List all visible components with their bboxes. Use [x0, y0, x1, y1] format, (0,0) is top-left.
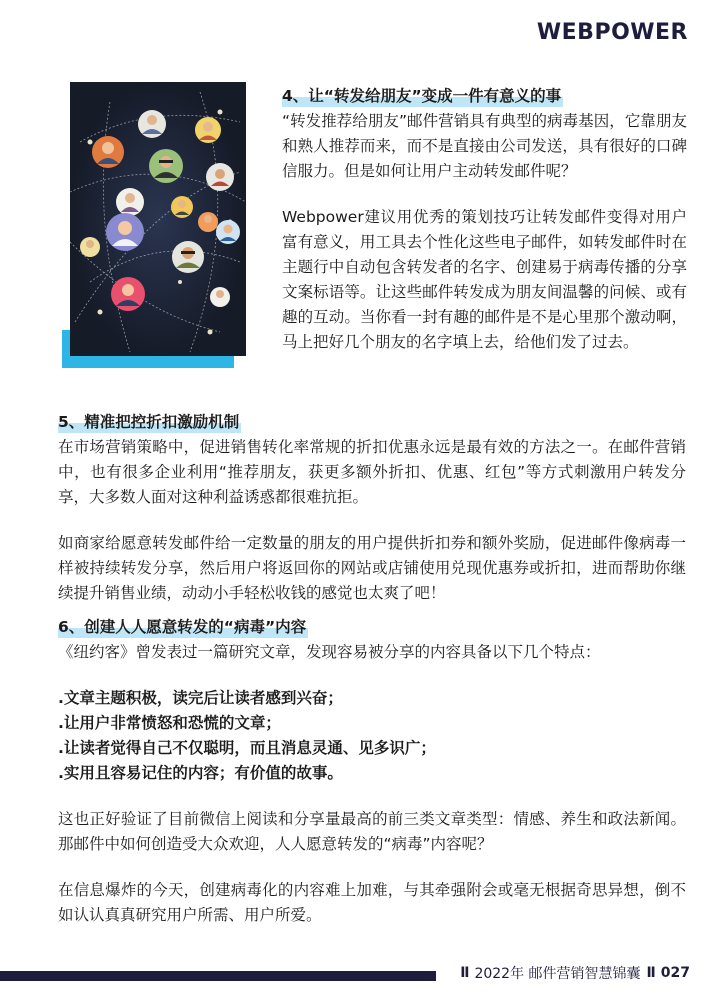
section-6-paragraph-3: 在信息爆炸的今天，创建病毒化的内容难上加难，与其牵强附会或毫无根据奇思异想，倒不如认认真真研究用户所需、用户所爱。 [58, 881, 686, 924]
section-5 [58, 410, 686, 606]
section-5-paragraph-1: 在市场营销策略中，促进销售转化率常规的折扣优惠永远是最有效的方法之一。在邮件营销中，也有很多企业利用“推荐朋友，获更多额外折扣、优惠、红包”等方式刺激用户转发分享，大多数人面对这种利益诱惑都很难抗拒。 [58, 438, 686, 506]
footer-bar [0, 971, 436, 981]
footer [460, 963, 690, 983]
section-5-paragraph-2: 如商家给愿意转发邮件给一定数量的朋友的用户提供折扣券和额外奖励，促进邮件像病毒一样被持续转发分享，然后用户将返回你的网站或店铺使用兑现优惠券或折扣，进而帮助你继续提升销售业绩，动动小手轻松收钱的感觉也太爽了吧！ [58, 534, 686, 602]
footer-divider: Ⅱ [460, 965, 469, 981]
section-4-title: 4、让“转发给朋友”变成一件有意义的事 [282, 87, 562, 105]
footer-title: 2022年 邮件营销智慧锦囊 [474, 966, 641, 982]
section-6-intro: 《纽约客》曾发表过一篇研究文章，发现容易被分享的内容具备以下几个特点： [58, 643, 601, 661]
list-item: .让读者觉得自己不仅聪明，而且消息灵通、见多识广； [58, 739, 436, 757]
section-6-paragraph-2: 这也正好验证了目前微信上阅读和分享量最高的前三类文章类型：情感、养生和政法新闻。那邮件中如何创造受大众欢迎，人人愿意转发的“病毒”内容呢？ [58, 810, 686, 853]
footer-divider: Ⅱ [646, 965, 655, 981]
section-4-paragraph-1: “转发推荐给朋友”邮件营销具有典型的病毒基因，它靠朋友和熟人推荐而来，而不是直接由公司发送，具有很好的口碑信服力。但是如何让用户主动转发邮件呢？ [282, 112, 687, 180]
section-5-title: 5、精准把控折扣激励机制 [58, 413, 240, 431]
section-6 [58, 615, 686, 928]
list-item: .文章主题积极，读完后让读者感到兴奋； [58, 689, 343, 707]
section-4 [282, 84, 687, 355]
network-illustration [70, 82, 246, 356]
list-item: .让用户非常愤怒和恐慌的文章； [58, 714, 281, 732]
page-number: 027 [660, 965, 690, 981]
section-4-paragraph-2: Webpower建议用优秀的策划技巧让转发邮件变得对用户富有意义，用工具去个性化这些电子邮件，如转发邮件时在主题行中自动包含转发者的名字、创建易于病毒传播的分享文案标语等。让这些邮件转发成为朋友间温馨的问候、或有趣的互动。当你看一封有趣的邮件是不是心里那个激动啊，马上把好几个朋友的名字填上去，给他们发了过去。 [282, 208, 687, 351]
list-item: .实用且容易记住的内容；有价值的故事。 [58, 764, 343, 782]
section-6-title: 6、创建人人愿意转发的“病毒”内容 [58, 618, 307, 636]
brand-logo: WEBPOWER [536, 20, 688, 45]
